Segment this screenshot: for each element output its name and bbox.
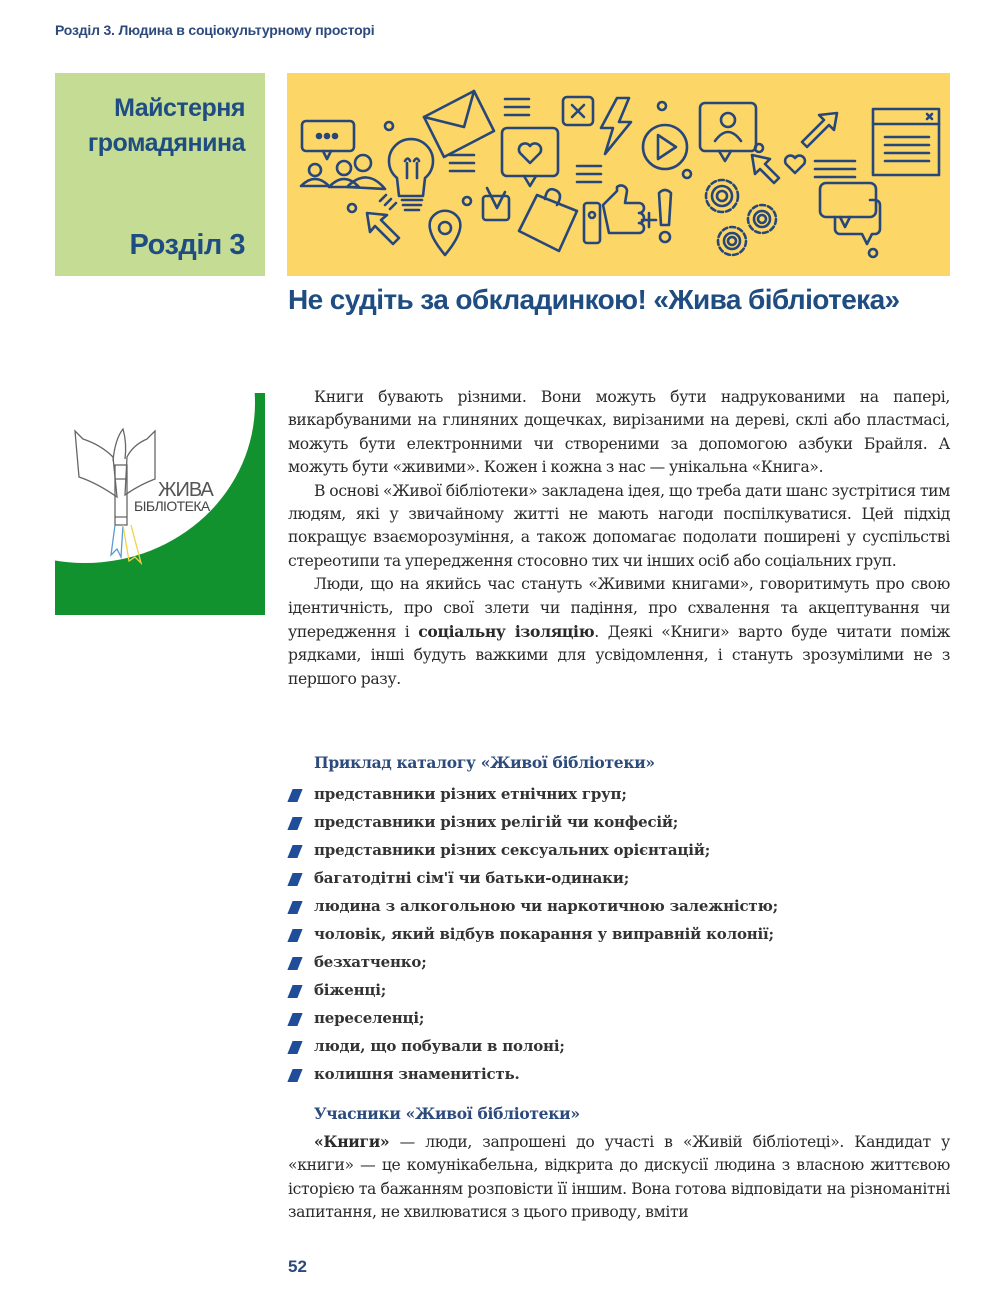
catalog-list	[288, 780, 778, 1088]
list-item-text: представники різних релігій чи конфесій;	[314, 813, 679, 831]
slash-bullet-icon	[287, 929, 302, 942]
icon-banner	[287, 73, 950, 276]
heart-icon	[785, 156, 805, 173]
arrow-icon	[802, 113, 837, 147]
checkbox-icon	[483, 188, 509, 220]
list-item-text: безхатченко;	[314, 953, 427, 971]
list-item-text: люди, що побували в полоні;	[314, 1037, 565, 1055]
heart-bubble-icon	[502, 128, 558, 186]
page-title: Не судіть за обкладинкою! «Жива бібліотека»	[288, 284, 900, 315]
menu-lines-icon	[505, 99, 529, 115]
users-icon	[301, 155, 385, 189]
list-item	[288, 808, 778, 836]
paragraph-3-start: Люди, що на якийсь час стануть «Живими книгами», говоритимуть про свою ідентичність, про свої злети чи падіння, про схвалення та акцептування чи упередження і	[288, 575, 950, 642]
arrow-icon	[752, 155, 779, 183]
exclamation-icon	[659, 190, 671, 242]
envelope-icon	[424, 91, 494, 157]
slash-bullet-icon	[287, 1041, 302, 1054]
logo-word-zhyva: ЖИВА	[158, 479, 213, 501]
dot-icon	[683, 170, 691, 178]
user-bubble-icon	[700, 103, 756, 161]
living-library-logo	[55, 393, 265, 615]
dot-icon	[348, 204, 356, 212]
list-item	[288, 892, 778, 920]
intro-paragraphs	[288, 386, 950, 691]
gear-icon	[706, 180, 776, 255]
slash-bullet-icon	[287, 985, 302, 998]
participants-rest: — люди, запрошені до участі в «Живій бібліотеці». Кандидат у «книги» — це комунікабельна, відкрита до дискусії людина з власною життєвою історією та бажанням розповісти її іншим. Вона готова відповідати на різноманітні запитання, не хвилюватися з цього приводу, вміти	[288, 1133, 950, 1222]
list-item	[288, 1032, 778, 1060]
play-icon	[643, 125, 687, 169]
list-item	[288, 920, 778, 948]
participants-bold: «Книги»	[314, 1132, 390, 1151]
lightning-icon	[601, 98, 631, 154]
chat-bubble-icon	[302, 121, 354, 159]
slash-bullet-icon	[287, 789, 302, 802]
list-item-text: представники різних етнічних груп;	[314, 785, 627, 803]
lightbulb-icon	[389, 139, 433, 210]
yellow-ribbon-icon	[123, 525, 141, 563]
shopping-bag-icon	[519, 189, 577, 251]
slash-bullet-icon	[287, 1013, 302, 1026]
workshop-line2: громадянина	[87, 129, 245, 157]
list-item-text: багатодітні сім'ї чи батьки-одинаки;	[314, 869, 630, 887]
menu-lines-icon	[815, 161, 855, 177]
list-item	[288, 836, 778, 864]
list-item	[288, 948, 778, 976]
list-item-text: чоловік, який відбув покарання у виправній колонії;	[314, 925, 774, 943]
slash-bullet-icon	[287, 873, 302, 886]
slash-bullet-icon	[287, 845, 302, 858]
dot-icon	[658, 102, 666, 110]
chat-bubbles-icon	[820, 183, 880, 244]
dot-icon	[385, 122, 393, 130]
blue-ribbon-icon	[111, 525, 123, 557]
slash-bullet-icon	[287, 957, 302, 970]
slash-bullet-icon	[287, 1069, 302, 1082]
participants-text	[288, 1130, 950, 1225]
list-item	[288, 1004, 778, 1032]
paragraph-1: Книги бувають різними. Вони можуть бути надрукованими на папері, викарбуваними на глиняних дощечках, вирізаними на дереві, склі або пластмасі, можуть бути електронними чи створеними за допомогою азбуки Брайля. А можуть бути «живими». Кожен і кожна з нас — унікальна «Книга».	[288, 388, 950, 477]
logo-word-biblioteka: БІБЛІОТЕКА	[134, 498, 210, 514]
cursor-arrow-icon	[367, 195, 399, 244]
section-box	[55, 73, 265, 276]
list-item	[288, 1060, 778, 1088]
participants-paragraph	[288, 1130, 950, 1225]
close-box-icon	[563, 97, 593, 125]
paragraph-3-end: . Деякі «Книги» варто буде читати поміж рядками, інші будуть важкими для усвідомлення, і стануть зрозумілими не з першого разу.	[288, 623, 950, 688]
paragraph-2: В основі «Живої бібліотеки» закладена ідея, що треба дати шанс зустрітися тим людям, які у звичайному житті не мають нагоди поспілкуватися. Цей підхід покращує взаєморозуміння, а також допомагає подолати поширені у суспільстві стереотипи та упередження стосовно тих чи інших осіб або соціальних груп.	[288, 481, 950, 570]
catalog-heading: Приклад каталогу «Живої бібліотеки»	[314, 753, 655, 772]
list-item-text: переселенці;	[314, 1009, 425, 1027]
paragraph-3-bold: соціальну ізоляцію	[418, 622, 595, 642]
running-head: Розділ 3. Людина в соціокультурному просторі	[55, 22, 375, 38]
menu-lines-icon	[577, 166, 601, 182]
window-icon	[873, 109, 939, 175]
location-pin-icon	[430, 211, 461, 255]
page-number: 52	[288, 1257, 307, 1276]
dot-icon	[755, 144, 763, 152]
section-label: Розділ 3	[129, 229, 245, 261]
workshop-title	[88, 91, 245, 161]
list-item-text: представники різних сексуальних орієнтацій;	[314, 841, 711, 859]
paragraph-3	[288, 573, 950, 691]
dot-icon	[869, 249, 877, 257]
list-item-text: біженці;	[314, 981, 387, 999]
menu-lines-icon	[450, 155, 474, 171]
list-item	[288, 976, 778, 1004]
list-item-text: колишня знаменитість.	[314, 1065, 520, 1083]
list-item	[288, 864, 778, 892]
slash-bullet-icon	[287, 817, 302, 830]
list-item	[288, 780, 778, 808]
thumbs-up-icon	[584, 185, 644, 243]
dot-icon	[463, 197, 471, 205]
slash-bullet-icon	[287, 901, 302, 914]
list-item-text: людина з алкогольною чи наркотичною залежністю;	[314, 897, 778, 915]
participants-heading: Учасники «Живої бібліотеки»	[314, 1104, 580, 1123]
workshop-line1: Майстерня	[114, 94, 245, 122]
